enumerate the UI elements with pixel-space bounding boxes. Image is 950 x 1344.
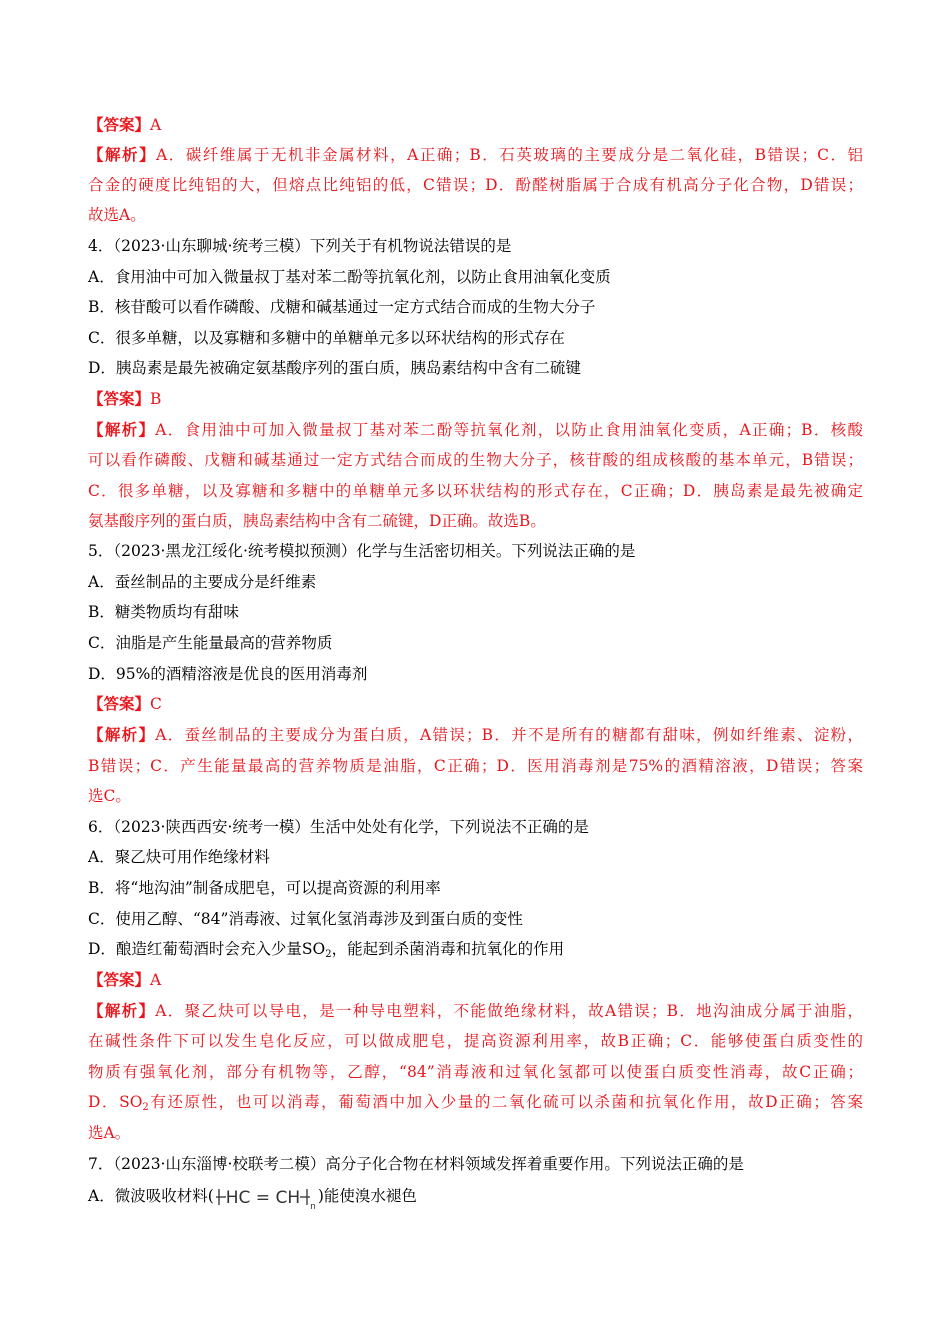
q6-option-a: A．聚乙炔可用作绝缘材料 xyxy=(88,848,270,866)
q6-stem: 6．（2023·陕西西安·统考一模）生活中处处有化学，下列说法不正确的是 xyxy=(88,818,589,836)
q6-option-d: D．酿造红葡萄酒时会充入少量$SO_2$，能起到杀菌消毒和抗氧化的作用 xyxy=(88,940,565,960)
q5-stem: 5．（2023·黑龙江绥化·统考模拟预测）化学与生活密切相关。下列说法正确的是 xyxy=(88,542,636,560)
q6-option-b: B．将“地沟油”制备成肥皂，可以提高资源的利用率 xyxy=(88,879,441,897)
q5-analysis-line-1: 【解析】A．蚕丝制品的主要成分为蛋白质，A错误；B．并不是所有的糖都有甜味，例如纤维素、淀粉， xyxy=(88,725,863,744)
q6-answer: 【答案】A xyxy=(88,970,162,989)
q3-answer: 【答案】A xyxy=(88,115,162,134)
q3-analysis-line-2: 合金的硬度比纯铝的大，但熔点比纯铝的低，C错误；D．酚醛树脂属于合成有机高分子化合物，D错误； xyxy=(88,176,863,194)
q4-answer: 【答案】B xyxy=(88,389,162,408)
q5-option-d: D．95%的酒精溶液是优良的医用消毒剂 xyxy=(88,665,368,683)
q3-analysis-line-3: 故选A。 xyxy=(88,206,146,224)
q6-option-c: C．使用乙醇、“84”消毒液、过氧化氢消毒涉及到蛋白质的变性 xyxy=(88,910,523,928)
polymer-repeat-unit: HC = CH xyxy=(225,1188,301,1208)
polymer-formula: HC = CH $_n$ xyxy=(214,1187,318,1217)
q5-option-a: A．蚕丝制品的主要成分是纤维素 xyxy=(88,573,317,591)
q5-analysis-line-3: 选C。 xyxy=(88,787,131,805)
q4-option-b: B．核苷酸可以看作磷酸、戊糖和碱基通过一定方式结合而成的生物大分子 xyxy=(88,298,596,316)
formula-bracket-right-icon xyxy=(300,1187,310,1207)
q6-analysis-line-5: 选A。 xyxy=(88,1124,131,1142)
q4-option-d: D．胰岛素是最先被确定氨基酸序列的蛋白质，胰岛素结构中含有二硫键 xyxy=(88,359,581,377)
q5-analysis-line-2: B错误；C．产生能量最高的营养物质是油脂，C正确；D．医用消毒剂是75%的酒精溶液，D错误；答案 xyxy=(88,757,863,775)
q6-analysis-line-2: 在碱性条件下可以发生皂化反应，可以做成肥皂，提高资源利用率，故B正确；C．能够使蛋白质变性的 xyxy=(88,1032,863,1050)
q7-option-a: A．微波吸收材料( HC = CH $_n$)能使溴水褪色 xyxy=(88,1186,863,1217)
q6-analysis-line-3: 物质有强氧化剂，部分有机物等，乙醇，“84”消毒液和过氧化氢都可以使蛋白质变性消毒，故C正确； xyxy=(88,1063,863,1081)
q3-analysis-line-1: 【解析】A．碳纤维属于无机非金属材料，A正确；B．石英玻璃的主要成分是二氧化硅，B错误；C．铝 xyxy=(88,145,863,164)
q4-option-c: C．很多单糖，以及寡糖和多糖中的单糖单元多以环状结构的形式存在 xyxy=(88,329,565,347)
q5-answer: 【答案】C xyxy=(88,694,162,713)
q5-option-b: B．糖类物质均有甜味 xyxy=(88,603,239,621)
q6-analysis-line-1: 【解析】A．聚乙炔可以导电，是一种导电塑料，不能做绝缘材料，故A错误；B．地沟油成分属于油脂， xyxy=(88,1001,863,1020)
formula-bracket-left-icon xyxy=(216,1187,226,1207)
q7-stem: 7．（2023·山东淄博·校联考二模）高分子化合物在材料领域发挥着重要作用。下列说法正确的是 xyxy=(88,1155,744,1173)
q4-option-a: A．食用油中可加入微量叔丁基对苯二酚等抗氧化剂，以防止食用油氧化变质 xyxy=(88,268,611,286)
q4-analysis-line-1: 【解析】A．食用油中可加入微量叔丁基对苯二酚等抗氧化剂，以防止食用油氧化变质，A正确；B．核酸 xyxy=(88,420,863,439)
q5-option-c: C．油脂是产生能量最高的营养物质 xyxy=(88,634,333,652)
q4-stem: 4．（2023·山东聊城·统考三模）下列关于有机物说法错误的是 xyxy=(88,237,512,255)
q6-analysis-line-4: D．$SO_2$有还原性，也可以消毒，葡萄酒中加入少量的二氧化硫可以杀菌和抗氧化作用，故D正确；答案 xyxy=(88,1093,863,1113)
q4-analysis-line-4: 氨基酸序列的蛋白质，胰岛素结构中含有二硫键，D正确。故选B。 xyxy=(88,512,546,530)
q4-analysis-line-3: C．很多单糖，以及寡糖和多糖中的单糖单元多以环状结构的形式存在，C正确；D．胰岛素是最先被确定 xyxy=(88,482,863,500)
q4-analysis-line-2: 可以看作磷酸、戊糖和碱基通过一定方式结合而成的生物大分子，核苷酸的组成核酸的基本单元，B错误； xyxy=(88,451,863,469)
